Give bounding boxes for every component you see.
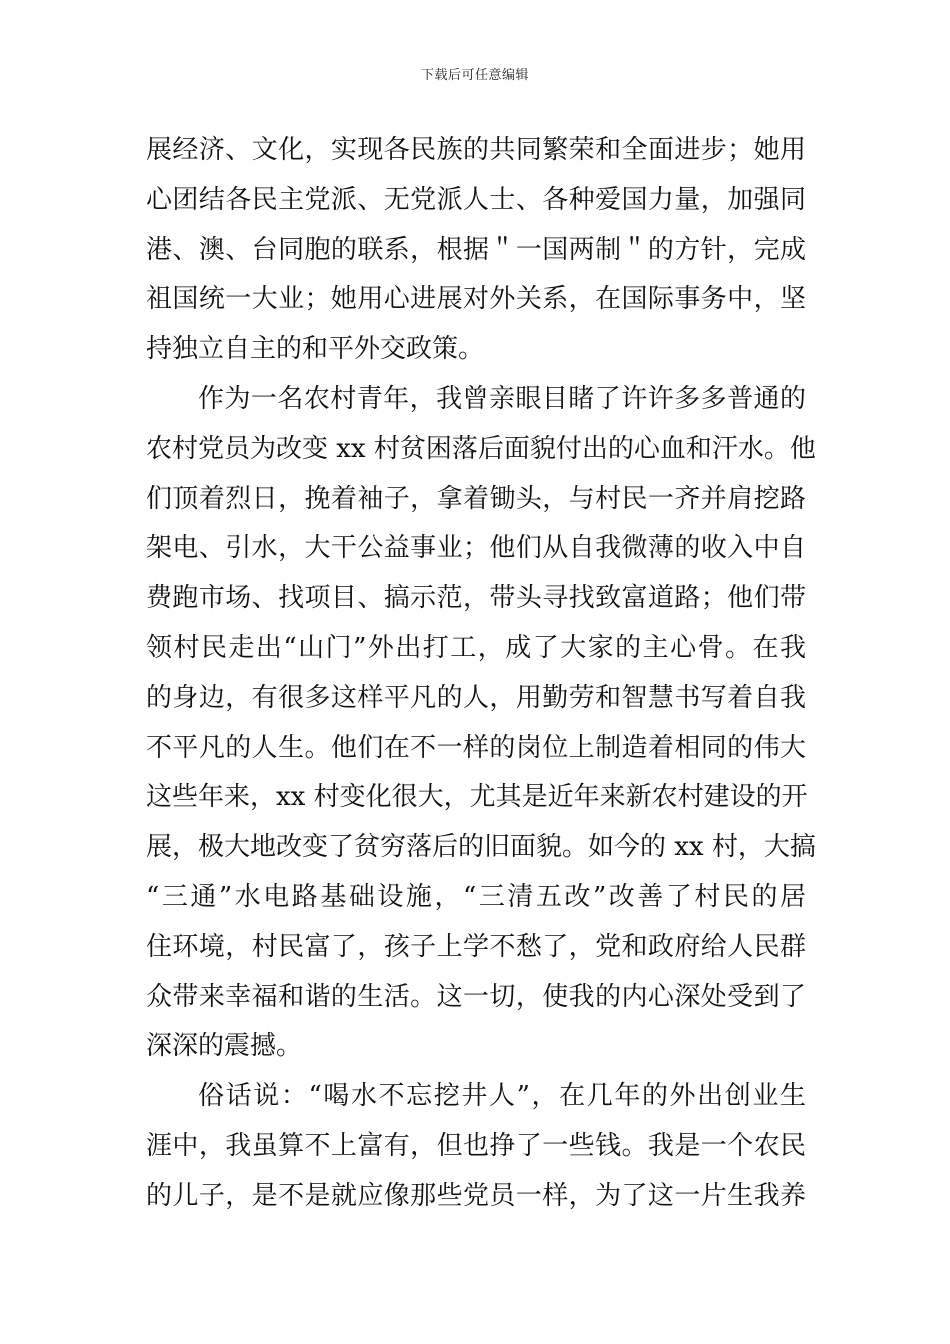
document-body	[146, 126, 816, 1222]
text-line: 领村民走出“山门”外出打工，成了大家的主心骨。在我	[146, 632, 806, 663]
text-line: 不平凡的人生。他们在不一样的岗位上制造着相同的伟大	[146, 732, 806, 763]
text-line: 涯中，我虽算不上富有，但也挣了一些钱。我是一个农民	[146, 1130, 806, 1161]
text-line: 众带来幸福和谐的生活。这一切，使我的内心深处受到了	[146, 981, 806, 1012]
text-line: 们顶着烈日，挽着袖子，拿着锄头，与村民一齐并肩挖路	[146, 483, 806, 514]
page-header: 下载后可任意编辑	[420, 68, 529, 83]
text-line: 心团结各民主党派、无党派人士、各种爱国力量，加强同	[146, 184, 806, 215]
text-line: 俗话说：“喝水不忘挖井人”，在几年的外出创业生	[198, 1081, 806, 1112]
text-line: 展经济、文化，实现各民族的共同繁荣和全面进步；她用	[146, 135, 806, 165]
text-line: 的身边，有很多这样平凡的人，用勤劳和智慧书写着自我	[146, 682, 806, 713]
text-line: 持独立自主的和平外交政策。	[146, 334, 485, 365]
text-line: 这些年来，xx 村变化很大，尤其是近年来新农村建设的开	[146, 782, 808, 813]
text-line: 农村党员为改变 xx 村贫困落后面貌付出的心血和汗水。他	[146, 433, 816, 464]
text-line: 作为一名农村青年，我曾亲眼目睹了许许多多普通的	[198, 383, 806, 414]
text-line: 的儿子，是不是就应像那些党员一样，为了这一片生我养	[146, 1180, 806, 1211]
text-line: 展，极大地改变了贫穷落后的旧面貌。如今的 xx 村，大搞	[146, 832, 816, 863]
text-line: 费跑市场、找项目、搞示范，带头寻找致富道路；他们带	[146, 583, 806, 614]
text-line: 祖国统一大业；她用心进展对外关系，在国际事务中，坚	[146, 284, 806, 315]
text-line: 架电、引水，大干公益事业；他们从自我微薄的收入中自	[146, 533, 806, 564]
text-line: “三通”水电路基础设施，“三清五改”改善了村民的居	[146, 881, 806, 912]
text-line: 住环境，村民富了，孩子上学不愁了，党和政府给人民群	[146, 931, 806, 962]
text-line: 深深的震撼。	[146, 1031, 303, 1062]
text-line: 港、澳、台同胞的联系，根据＂一国两制＂的方针，完成	[146, 234, 806, 265]
